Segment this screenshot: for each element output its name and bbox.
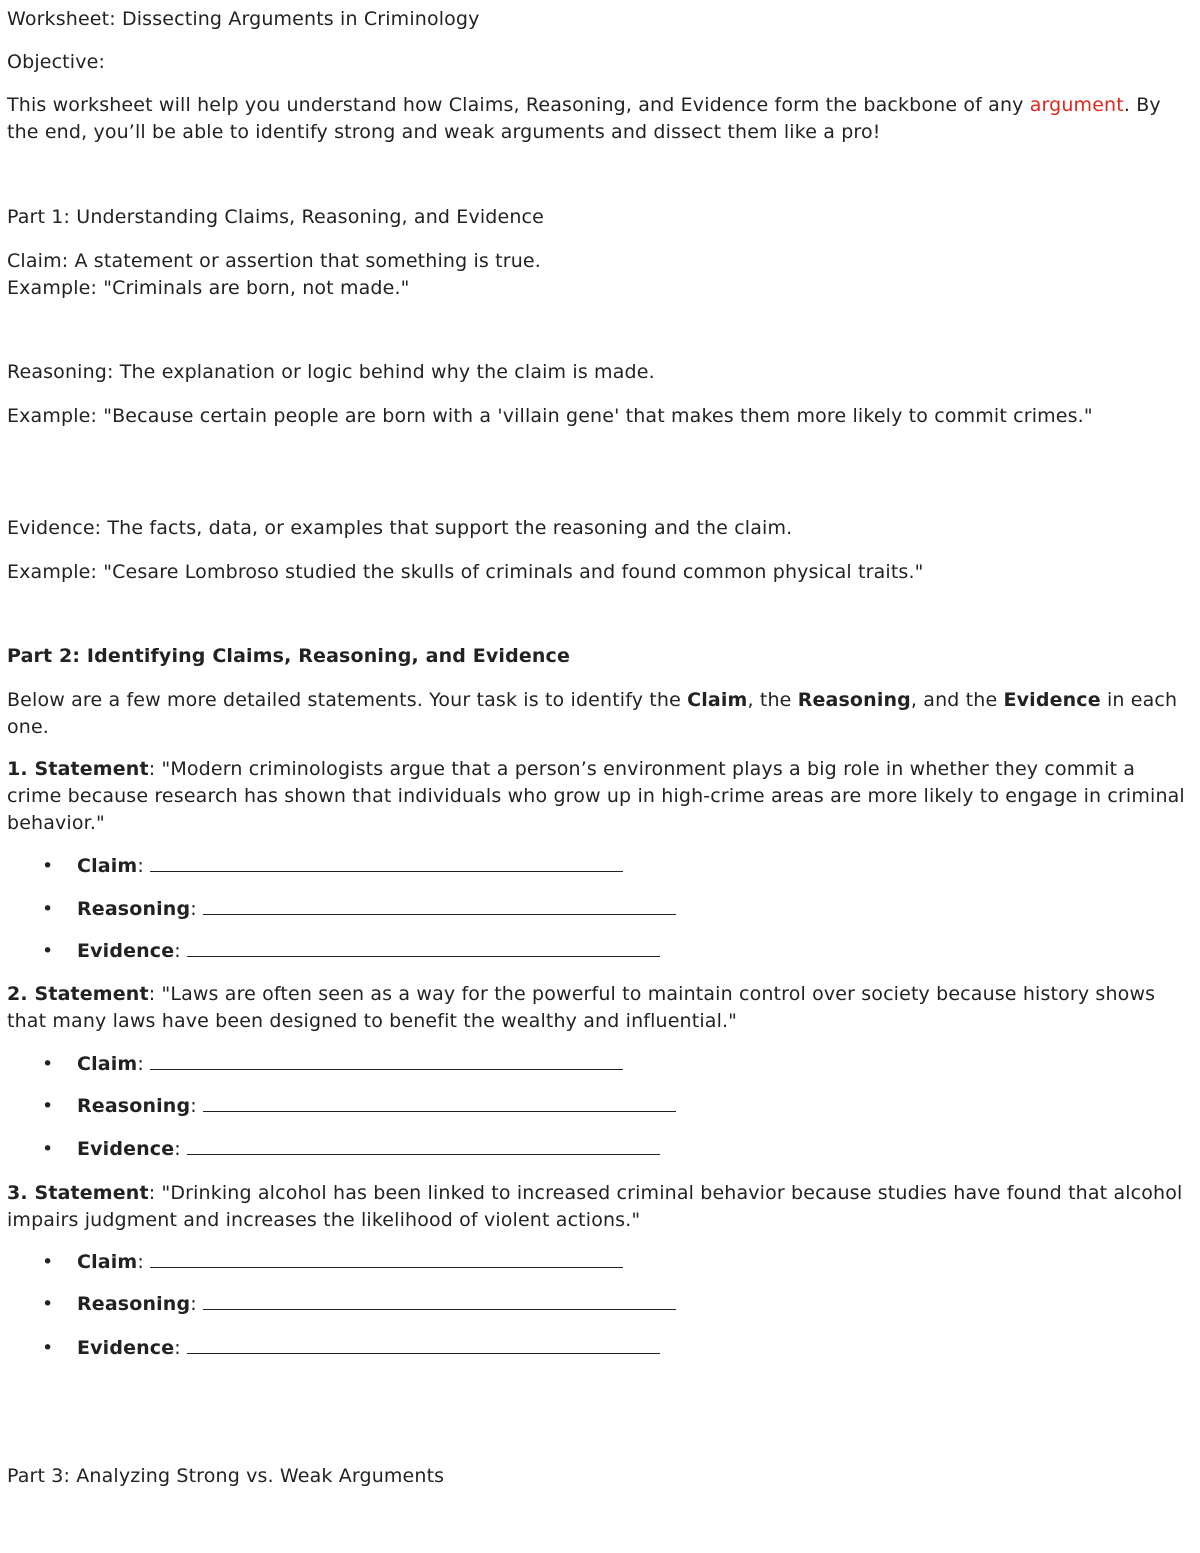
part3-heading: Part 3: Analyzing Strong vs. Weak Arguments bbox=[7, 1465, 445, 1487]
field-colon: : bbox=[137, 855, 144, 877]
statement-2-reasoning-row bbox=[42, 1093, 676, 1120]
field-colon: : bbox=[174, 1337, 181, 1359]
field-label: Claim bbox=[77, 1053, 138, 1075]
statement-label: 1. Statement bbox=[7, 758, 149, 780]
statement-2 bbox=[7, 981, 1193, 1035]
statement-text: : "Drinking alcohol has been linked to increased criminal behavior because studies have found that alcohol impairs judgment and increases the likelihood of violent actions." bbox=[7, 1182, 1183, 1231]
bullet-icon: • bbox=[42, 1251, 54, 1273]
evidence-answer-blank[interactable] bbox=[187, 1337, 660, 1354]
statement-3 bbox=[7, 1180, 1193, 1234]
part2-heading: Part 2: Identifying Claims, Reasoning, and Evidence bbox=[7, 645, 571, 667]
statement-2-evidence-row bbox=[42, 1136, 660, 1163]
field-label: Reasoning bbox=[77, 1095, 191, 1117]
bullet-icon: • bbox=[42, 1293, 54, 1315]
reasoning-example: Example: "Because certain people are born with a 'villain gene' that makes them more likely to commit crimes." bbox=[7, 405, 1093, 427]
argument-link[interactable]: argument bbox=[1029, 94, 1124, 116]
bullet-icon: • bbox=[42, 1337, 54, 1359]
reasoning-answer-blank[interactable] bbox=[203, 1293, 676, 1310]
objective-text-start: This worksheet will help you understand how Claims, Reasoning, and Evidence form the backbone of any bbox=[7, 94, 1030, 116]
claim-answer-blank[interactable] bbox=[150, 1053, 623, 1070]
field-label: Reasoning bbox=[77, 1293, 191, 1315]
statement-3-reasoning-row bbox=[42, 1291, 676, 1318]
field-label: Evidence bbox=[77, 1337, 175, 1359]
objective-text-end: . By the end, you’ll be able to identify strong and weak arguments and dissect them like a pro! bbox=[7, 94, 1161, 143]
field-label: Evidence bbox=[77, 940, 175, 962]
statement-1 bbox=[7, 756, 1193, 837]
evidence-definition: Evidence: The facts, data, or examples that support the reasoning and the claim. bbox=[7, 517, 793, 539]
claim-answer-blank[interactable] bbox=[150, 1251, 623, 1268]
reasoning-definition: Reasoning: The explanation or logic behind why the claim is made. bbox=[7, 361, 655, 383]
bullet-icon: • bbox=[42, 940, 54, 962]
bullet-icon: • bbox=[42, 855, 54, 877]
statement-text: : "Laws are often seen as a way for the powerful to maintain control over society because history shows that many laws have been designed to benefit the wealthy and influential." bbox=[7, 983, 1156, 1032]
statement-label: 3. Statement bbox=[7, 1182, 149, 1204]
field-label: Evidence bbox=[77, 1138, 175, 1160]
intro-claim-term: Claim bbox=[687, 689, 748, 711]
statement-1-reasoning-row bbox=[42, 896, 676, 923]
field-colon: : bbox=[174, 1138, 181, 1160]
field-label: Claim bbox=[77, 1251, 138, 1273]
claim-example: Example: "Criminals are born, not made." bbox=[7, 277, 410, 299]
intro-text: in each one. bbox=[7, 689, 1178, 738]
bullet-icon: • bbox=[42, 898, 54, 920]
statement-1-evidence-row bbox=[42, 938, 660, 965]
objective-paragraph bbox=[7, 92, 1193, 146]
field-label: Claim bbox=[77, 855, 138, 877]
statement-label: 2. Statement bbox=[7, 983, 149, 1005]
part1-heading: Part 1: Understanding Claims, Reasoning, and Evidence bbox=[7, 206, 544, 228]
field-colon: : bbox=[190, 1293, 197, 1315]
field-label: Reasoning bbox=[77, 898, 191, 920]
part2-intro bbox=[7, 687, 1193, 741]
reasoning-answer-blank[interactable] bbox=[203, 1095, 676, 1112]
statement-1-claim-row bbox=[42, 853, 623, 880]
statement-text: : "Modern criminologists argue that a person’s environment plays a big role in whether they commit a crime because research has shown that individuals who grow up in high-crime areas are more likely to engage in criminal behavior." bbox=[7, 758, 1185, 834]
intro-text: , the bbox=[747, 689, 798, 711]
field-colon: : bbox=[174, 940, 181, 962]
statement-3-claim-row bbox=[42, 1249, 623, 1276]
field-colon: : bbox=[190, 1095, 197, 1117]
claim-definition: Claim: A statement or assertion that something is true. bbox=[7, 250, 541, 272]
field-colon: : bbox=[190, 898, 197, 920]
intro-text: Below are a few more detailed statements. Your task is to identify the bbox=[7, 689, 688, 711]
statement-2-claim-row bbox=[42, 1051, 623, 1078]
reasoning-answer-blank[interactable] bbox=[203, 898, 676, 915]
objective-label: Objective: bbox=[7, 51, 105, 73]
claim-answer-blank[interactable] bbox=[150, 855, 623, 872]
bullet-icon: • bbox=[42, 1138, 54, 1160]
worksheet-title: Worksheet: Dissecting Arguments in Criminology bbox=[7, 8, 480, 30]
intro-text: , and the bbox=[910, 689, 1004, 711]
evidence-example: Example: "Cesare Lombroso studied the skulls of criminals and found common physical traits." bbox=[7, 561, 924, 583]
field-colon: : bbox=[137, 1053, 144, 1075]
intro-reasoning-term: Reasoning bbox=[797, 689, 911, 711]
intro-evidence-term: Evidence bbox=[1003, 689, 1101, 711]
evidence-answer-blank[interactable] bbox=[187, 940, 660, 957]
evidence-answer-blank[interactable] bbox=[187, 1138, 660, 1155]
field-colon: : bbox=[137, 1251, 144, 1273]
statement-3-evidence-row bbox=[42, 1335, 660, 1362]
bullet-icon: • bbox=[42, 1053, 54, 1075]
bullet-icon: • bbox=[42, 1095, 54, 1117]
